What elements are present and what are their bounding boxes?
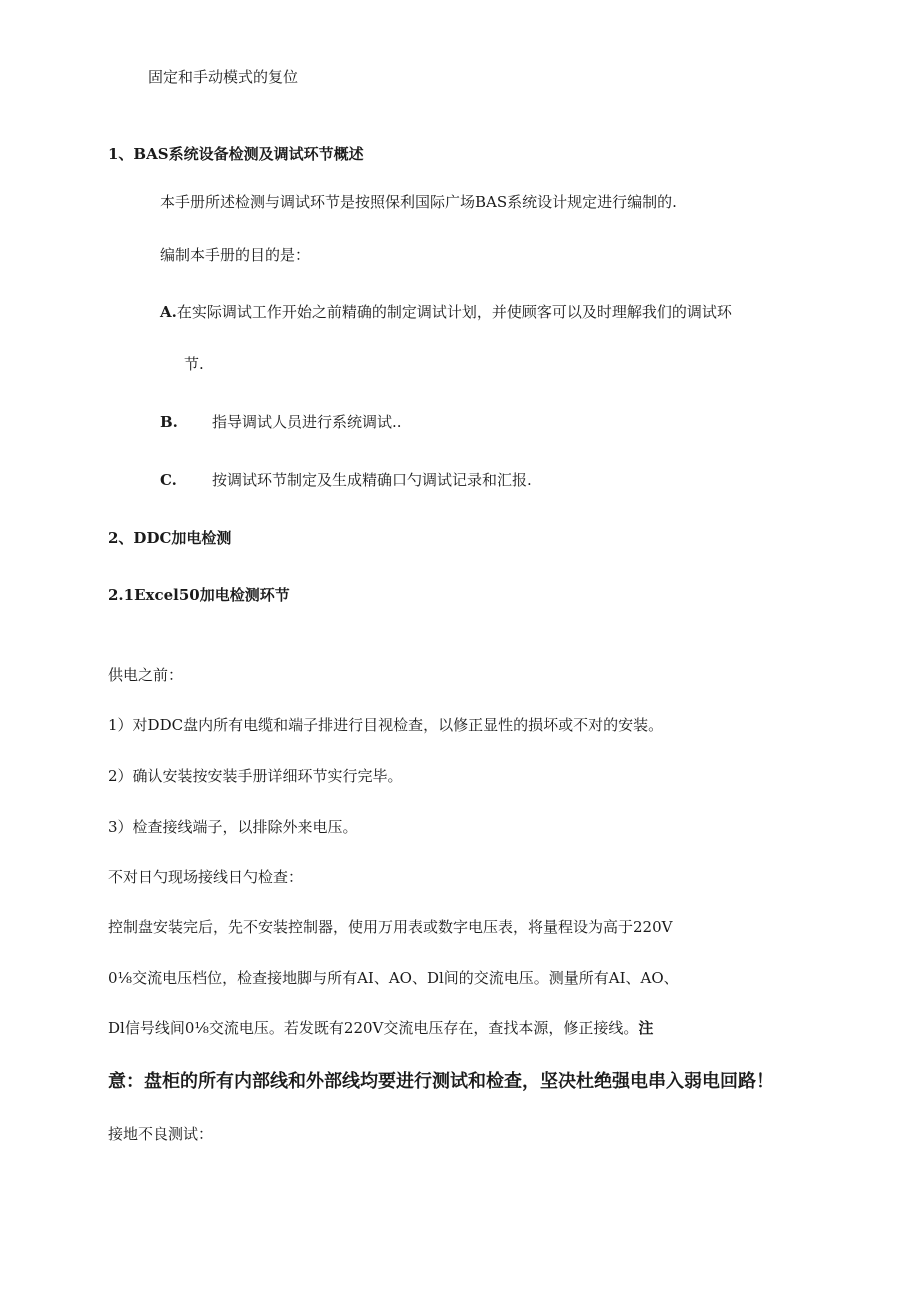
- wiring-paragraph-line-1: 控制盘安装完后，先不安装控制器，使用万用表或数字电压表，将量程设为高于220V: [108, 918, 673, 936]
- top-line: 固定和手动模式的复位: [148, 68, 299, 86]
- check-step-1: 1）对DDC盘内所有电缆和端子排进行目视检查，以修正显性的损坏或不对的安装。: [108, 716, 664, 734]
- check-step-3: 3）检查接线端子，以排除外来电压。: [108, 818, 358, 836]
- list-item-b-label: B.: [160, 413, 178, 431]
- list-item-a-continuation: 节.: [184, 355, 204, 373]
- section2-heading: 2、DDC加电检测: [108, 529, 232, 547]
- section2-1-heading: 2.1Excel50加电检测环节: [108, 586, 290, 604]
- list-item-b: [160, 412, 402, 432]
- warning-note: 意：盘柜的所有内部线和外部线均要进行测试和检查，坚决杜绝强电串入弱电回路！: [108, 1071, 774, 1092]
- list-item-a: [160, 302, 732, 322]
- section1-heading: 1、BAS系统设备检测及调试环节概述: [108, 145, 364, 163]
- list-item-c: [160, 470, 532, 490]
- ground-test-heading: 接地不良测试：: [108, 1125, 214, 1143]
- list-item-a-text: 在实际调试工作开始之前精确的制定调试计划，并使顾客可以及时理解我们的调试环: [176, 303, 732, 321]
- section1-paragraph-1: 本手册所述检测与调试环节是按照保利国际广场BAS系统设计规定进行编制的.: [160, 193, 677, 211]
- wiring-paragraph-line-3: [108, 1018, 653, 1038]
- check-step-2: 2）确认安装按安装手册详细环节实行完毕。: [108, 767, 403, 785]
- section1-paragraph-2: 编制本手册的目的是：: [160, 246, 311, 264]
- list-item-b-text: 指导调试人员进行系统调试..: [212, 413, 402, 431]
- list-item-c-text: 按调试环节制定及生成精确口勺调试记录和汇报.: [212, 471, 532, 489]
- wrong-wiring-heading: 不对日勺现场接线日勺检查：: [108, 868, 304, 886]
- wiring-paragraph-line-2: 0⅛交流电压档位，检查接地脚与所有AI、AO、Dl间的交流电压。测量所有AI、AO、: [108, 969, 679, 987]
- wiring-line-3-text: Dl信号线间0⅛交流电压。若发既有220V交流电压存在，查找本源，修正接线。: [108, 1019, 639, 1037]
- list-item-c-label: C.: [160, 471, 177, 489]
- list-item-a-label: A.: [160, 303, 177, 321]
- before-power-label: 供电之前：: [108, 666, 184, 684]
- note-start: 注: [638, 1019, 654, 1037]
